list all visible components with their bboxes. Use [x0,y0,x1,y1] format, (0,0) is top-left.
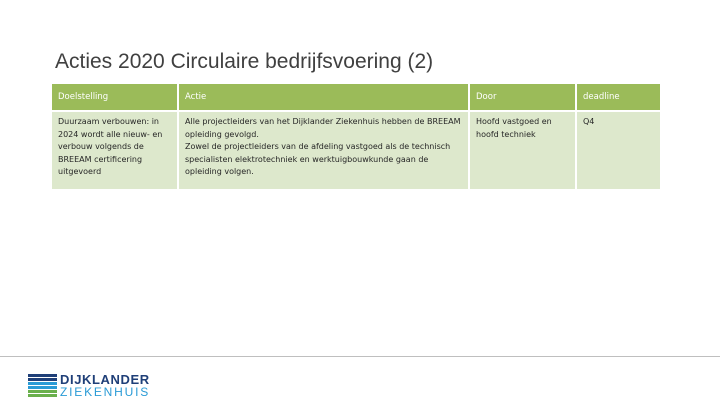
logo-text-dijklander: DIJKLANDER [60,372,150,387]
table-header-row [52,84,660,111]
header-doelstelling: Doelstelling [52,84,178,111]
header-door: Door [469,84,576,111]
cell-door: Hoofd vastgoed en hoofd techniek [469,111,576,189]
dijklander-logo [28,372,168,398]
actions-table [52,84,660,189]
cell-deadline: Q4 [576,111,660,189]
logo-text-ziekenhuis: ZIEKENHUIS [60,385,151,399]
slide-title: Acties 2020 Circulaire bedrijfsvoering (2) [55,50,434,73]
actie-line-1: Alle projectleiders van het Dijklander Ziekenhuis hebben de BREEAM opleiding gevolgd. [185,117,461,139]
header-deadline: deadline [576,84,660,111]
header-actie: Actie [178,84,469,111]
table-row [52,111,660,189]
cell-actie [178,111,469,189]
logo-stripes-icon [28,374,57,396]
footer-divider [0,356,720,357]
cell-doelstelling: Duurzaam verbouwen: in 2024 wordt alle nieuw- en verbouw volgends de BREEAM certificering uitgevoerd [52,111,178,189]
actie-line-2: Zowel de projectleiders van de afdeling vastgoed als de technisch specialisten elektrotechniek en werktuigbouwkunde gaan de opleiding volgen. [185,142,451,176]
